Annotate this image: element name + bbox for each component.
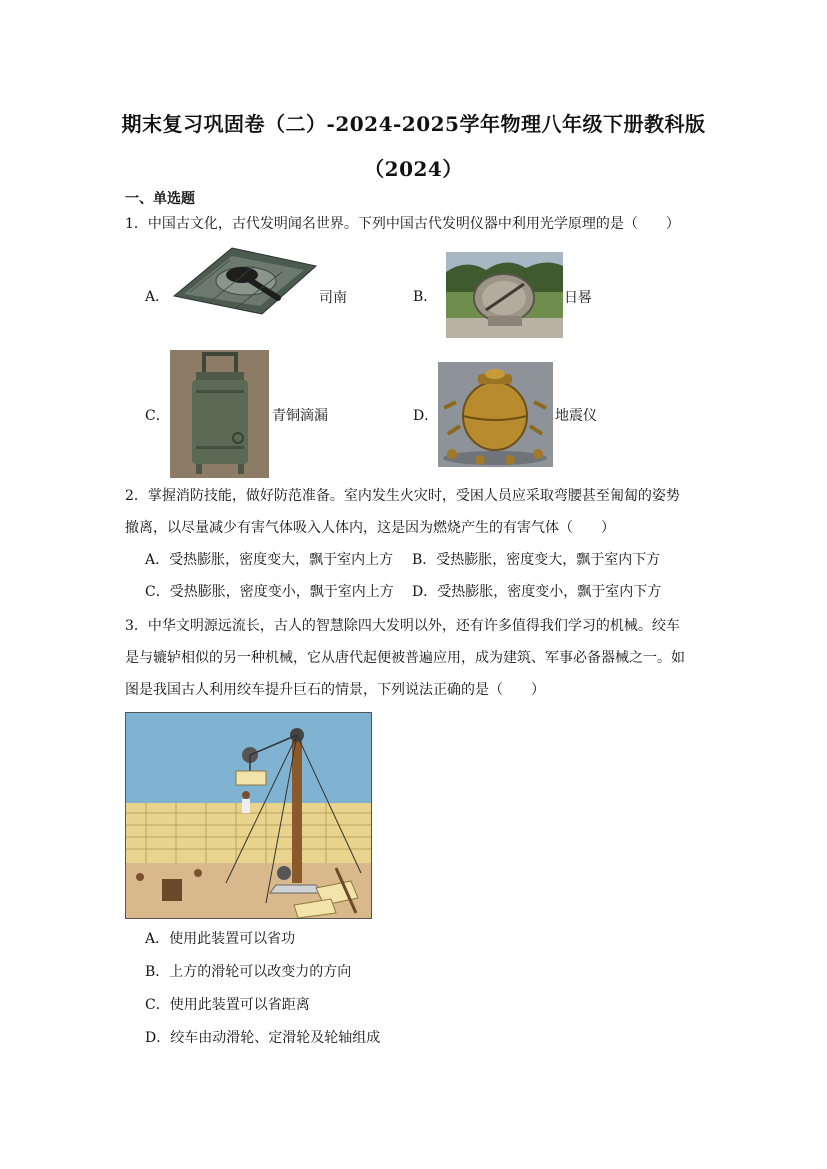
q1-option-a-caption: 司南 [319,290,347,306]
q1-option-b-caption: 日晷 [564,290,592,306]
q3-option-d: D．绞车由动滑轮、定滑轮及轮轴组成 [145,1030,381,1046]
q2-option-d: D．受热膨胀，密度变小，飘于室内下方 [412,584,662,600]
q3-image-winch-lifting-stone [125,712,372,919]
question-3-line-3: 图是我国古人利用绞车提升巨石的情景，下列说法正确的是（ ） [125,682,545,698]
q2-option-b: B．受热膨胀，密度变大，飘于室内下方 [412,552,661,568]
q1-option-c-caption: 青铜滴漏 [272,408,328,424]
q1-option-a-image-sinan [170,244,318,316]
q3-option-a: A．使用此装置可以省功 [145,931,296,947]
q1-option-b-letter: B． [413,289,438,305]
q3-option-b: B．上方的滑轮可以改变力的方向 [145,964,352,980]
q1-option-c-letter: C． [145,408,170,424]
question-3-line-2: 是与辘轳相似的另一种机械，它从唐代起便被普遍应用，成为建筑、军事必备器械之一。如 [125,650,685,666]
q1-option-d-caption: 地震仪 [555,408,597,424]
question-1-stem: 1．中国古文化，古代发明闻名世界。下列中国古代发明仪器中利用光学原理的是（ ） [125,216,680,232]
q1-option-d-letter: D． [413,408,439,424]
question-3-line-1: 3．中华文明源远流长，古人的智慧除四大发明以外，还有许多值得我们学习的机械。绞车 [125,618,680,634]
question-2-line-2: 撤离，以尽量减少有害气体吸入人体内，这是因为燃烧产生的有害气体（ ） [125,520,615,536]
q1-option-c-image-bronze-clepsydra [170,350,269,478]
q1-option-a-letter: A． [145,289,170,305]
q2-option-a: A．受热膨胀，密度变大，飘于室内上方 [145,552,394,568]
section-heading: 一、单选题 [125,191,195,207]
page-title: 期末复习巩固卷（二）-2024-2025学年物理八年级下册教科版 [121,112,706,136]
q3-option-c: C．使用此装置可以省距离 [145,997,310,1013]
q1-option-d-image-seismograph [438,362,553,467]
page-title-year: （2024） [364,157,463,181]
question-2-line-1: 2．掌握消防技能，做好防范准备。室内发生火灾时，受困人员应采取弯腰甚至匍匐的姿势 [125,488,680,504]
q1-option-b-image-sundial [446,252,563,338]
q2-option-c: C．受热膨胀，密度变小，飘于室内上方 [145,584,394,600]
